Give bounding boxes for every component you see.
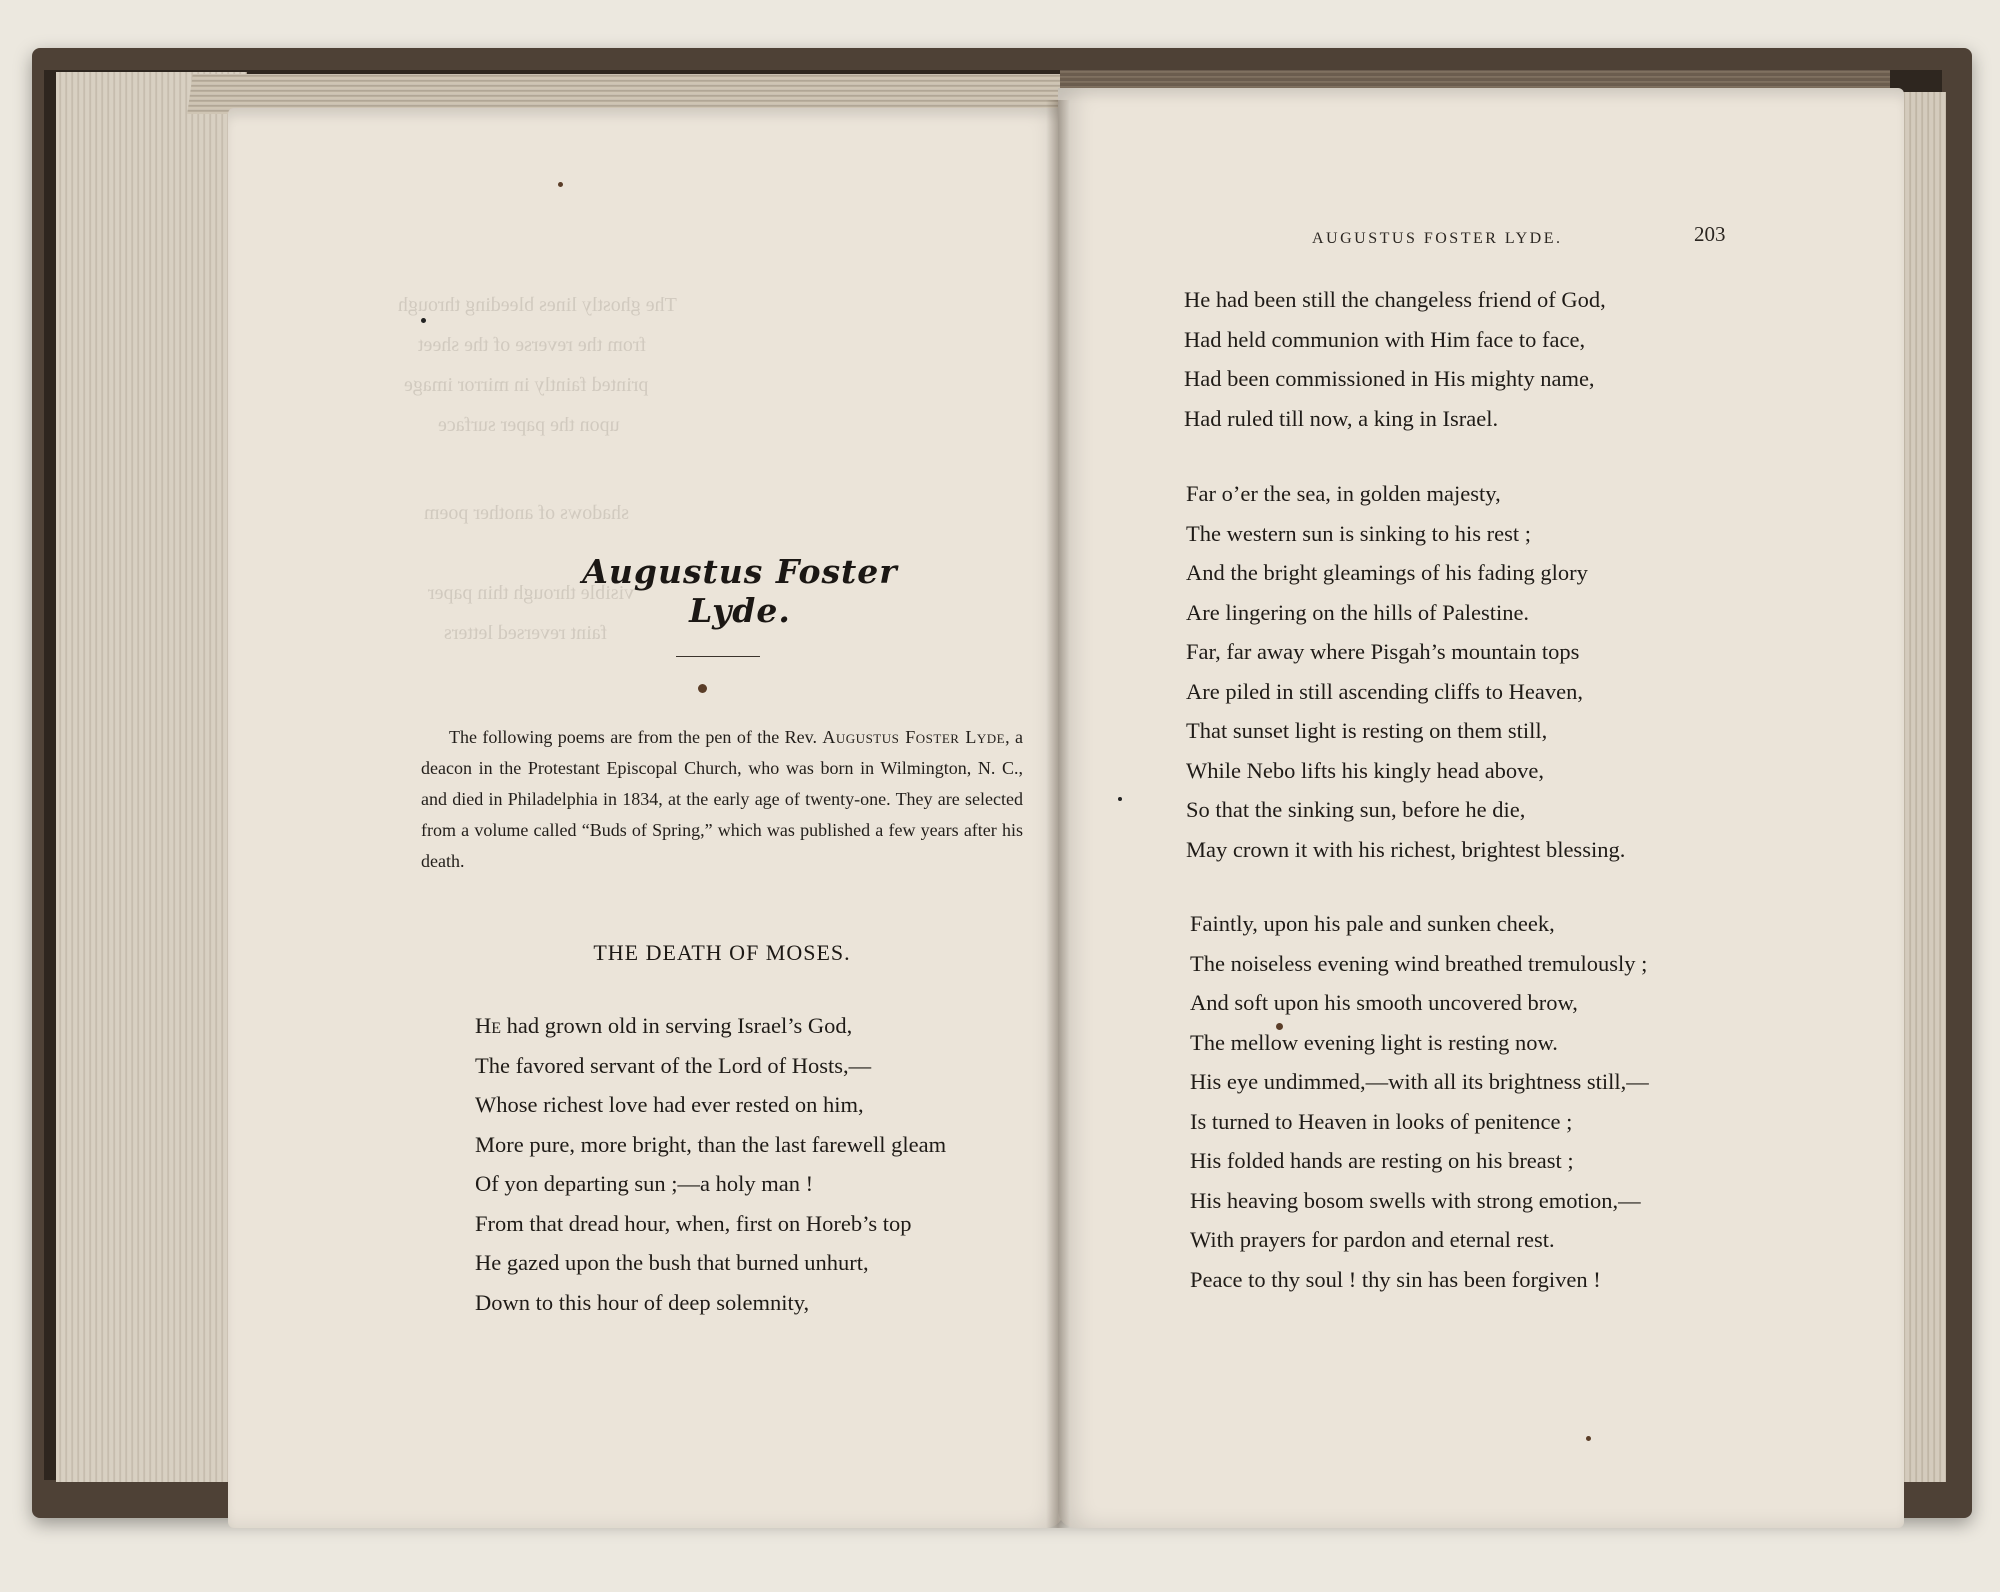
foxing-speck xyxy=(1586,1436,1591,1441)
intro-lead: The following poems are from the pen of the Rev. xyxy=(449,727,817,747)
verse-line: He gazed upon the bush that burned unhurt, xyxy=(475,1250,869,1275)
verse-line: His eye undimmed,—with all its brightness still,— xyxy=(1190,1069,1649,1094)
poem-lines-left xyxy=(475,1006,946,1322)
show-through-text: faint reversed letters xyxy=(444,622,608,644)
ink-speck xyxy=(1118,797,1122,801)
show-through-text: The ghostly lines bleeding through xyxy=(398,294,677,316)
verse-line: Are lingering on the hills of Palestine. xyxy=(1186,599,1530,625)
verse-line: While Nebo lifts his kingly head above, xyxy=(1186,757,1545,783)
foxing-speck xyxy=(558,182,563,187)
verse-line: So that the sinking sun, before he die, xyxy=(1186,797,1526,822)
verse-line: Of yon departing sun ;—a holy man ! xyxy=(475,1171,814,1196)
verse-line: The noiseless evening wind breathed tremulously ; xyxy=(1190,950,1648,976)
verse-line: Is turned to Heaven in looks of penitence ; xyxy=(1190,1108,1573,1134)
verse-line: Down to this hour of deep solemnity, xyxy=(475,1289,810,1315)
verse-line: The favored servant of the Lord of Hosts,— xyxy=(475,1052,872,1078)
verse-line: Whose richest love had ever rested on him, xyxy=(475,1092,864,1117)
heading-rule xyxy=(676,656,760,657)
intro-paragraph xyxy=(421,722,1023,877)
show-through-text: from the reverse of the sheet xyxy=(418,334,647,356)
verse-line xyxy=(475,1006,946,1046)
show-through-text: shadows of another poem xyxy=(424,502,629,524)
verse-line: With prayers for pardon and eternal rest. xyxy=(1190,1227,1555,1252)
stanza-2 xyxy=(1186,474,1625,869)
running-head: AUGUSTUS FOSTER LYDE. xyxy=(1312,230,1563,247)
verse-line: Are piled in still ascending cliffs to Heaven, xyxy=(1186,678,1583,704)
stanza-3 xyxy=(1190,904,1649,1299)
foxing-speck xyxy=(698,684,707,693)
show-through-text: printed faintly in mirror image xyxy=(404,374,649,396)
intro-rest: , a deacon in the Protestant Episcopal Church, who was born in Wilmington, N. C., and died in Philadelphia in 1834, at the early age of twenty-one. They are selected from a volume called “Buds of Spring,” which was published a few years after his death. xyxy=(421,727,1023,871)
verse-line: And the bright gleamings of his fading glory xyxy=(1186,560,1588,585)
verse-line: More pure, more bright, than the last farewell gleam xyxy=(475,1131,947,1157)
verse-line: That sunset light is resting on them still, xyxy=(1186,718,1548,743)
verse-line: Had ruled till now, a king in Israel. xyxy=(1184,405,1499,431)
show-through-text: visible through thin paper xyxy=(428,582,635,604)
page-number: 203 xyxy=(1694,222,1726,246)
verse-initial: He xyxy=(475,1013,502,1038)
left-page-stack xyxy=(56,72,247,1482)
verse-line: And soft upon his smooth uncovered brow, xyxy=(1190,990,1578,1015)
author-heading: Augustus Foster Lyde. xyxy=(582,552,898,630)
verse-line: Peace to thy soul ! thy sin has been forgiven ! xyxy=(1190,1266,1601,1292)
verse-line: The mellow evening light is resting now. xyxy=(1190,1029,1558,1055)
verse-line: The western sun is sinking to his rest ; xyxy=(1186,520,1531,546)
verse-line: From that dread hour, when, first on Horeb’s top xyxy=(475,1210,912,1236)
verse-line: He had been still the changeless friend of God, xyxy=(1184,287,1606,312)
verse-line: Far, far away where Pisgah’s mountain tops xyxy=(1186,639,1580,664)
book-gutter xyxy=(1046,100,1070,1528)
verse-line: His heaving bosom swells with strong emotion,— xyxy=(1190,1187,1641,1213)
stanza-1 xyxy=(1184,280,1606,438)
verse-line: May crown it with his richest, brightest blessing. xyxy=(1186,836,1626,862)
ink-speck xyxy=(421,318,426,323)
verse-line: Had held communion with Him face to face, xyxy=(1184,326,1586,352)
intro-author-name: Augustus Foster Lyde xyxy=(822,727,1006,747)
verse-line-text: had grown old in serving Israel’s God, xyxy=(501,1013,853,1038)
foxing-speck xyxy=(1276,1023,1283,1030)
verse-line: Far o’er the sea, in golden majesty, xyxy=(1186,481,1501,506)
poem-title: THE DEATH OF MOSES. xyxy=(593,940,851,965)
verse-line: His folded hands are resting on his breast ; xyxy=(1190,1148,1574,1173)
show-through-text: upon the paper surface xyxy=(438,414,620,436)
verse-line: Had been commissioned in His mighty name, xyxy=(1184,366,1595,391)
verse-line: Faintly, upon his pale and sunken cheek, xyxy=(1190,911,1555,936)
